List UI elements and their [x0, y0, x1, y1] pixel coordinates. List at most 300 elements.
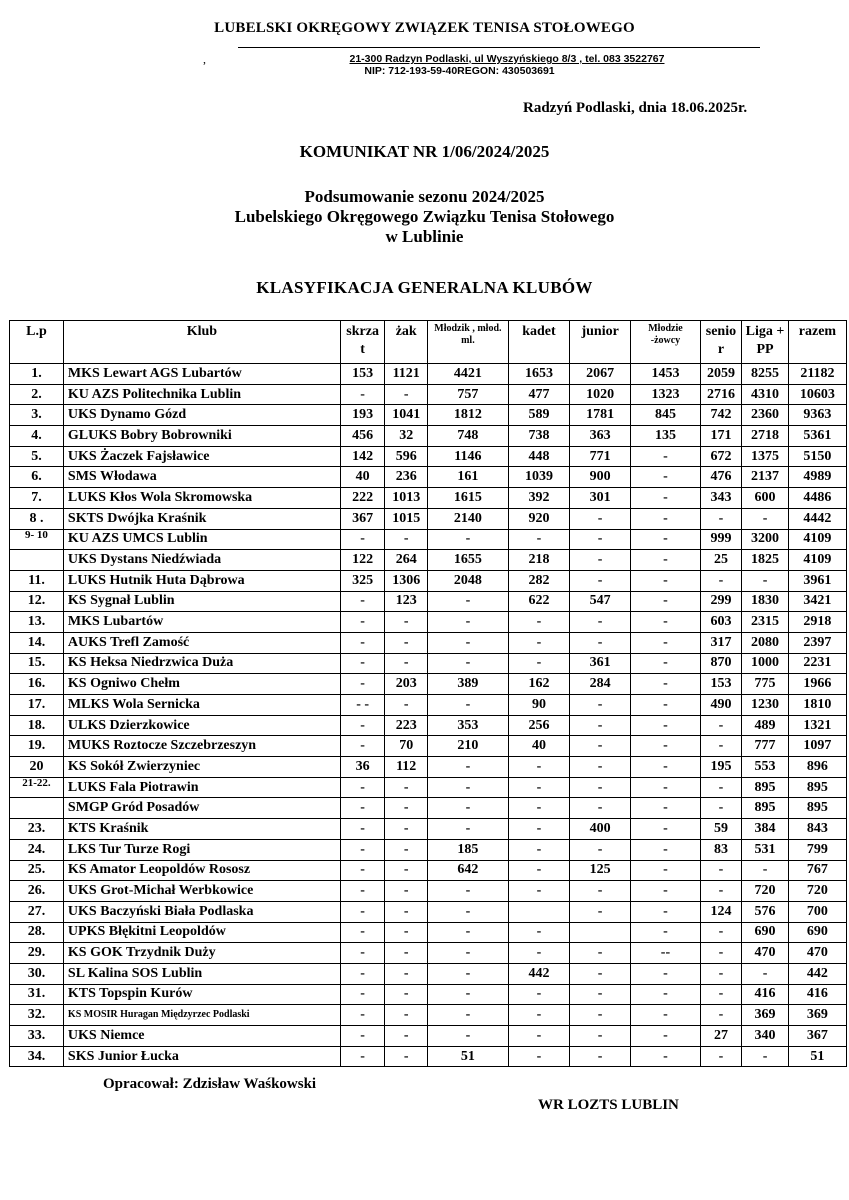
cell-liga-pp: 531	[742, 839, 789, 860]
cell-lp: 2.	[10, 384, 64, 405]
cell-zak: -	[385, 881, 428, 902]
cell-kadet: -	[508, 1026, 569, 1047]
cell-liga-pp: 1375	[742, 446, 789, 467]
cell-liga-pp: 777	[742, 736, 789, 757]
cell-zak: -	[385, 943, 428, 964]
table-row	[10, 405, 847, 426]
cell-zak: -	[385, 819, 428, 840]
cell-senior: 299	[700, 591, 741, 612]
cell-razem: 895	[788, 798, 846, 819]
cell-mlodzik: 161	[427, 467, 508, 488]
cell-junior: -	[570, 715, 631, 736]
cell-zak: -	[385, 612, 428, 633]
cell-mlodziezowcy: -	[631, 736, 700, 757]
cell-junior: -	[570, 901, 631, 922]
cell-junior: -	[570, 943, 631, 964]
cell-zak: -	[385, 632, 428, 653]
cell-senior: -	[700, 943, 741, 964]
cell-mlodziezowcy: -	[631, 819, 700, 840]
cell-zak: -	[385, 1005, 428, 1026]
cell-skrzat: -	[340, 984, 385, 1005]
cell-liga-pp: 576	[742, 901, 789, 922]
cell-liga-pp: 1230	[742, 695, 789, 716]
cell-razem: 1321	[788, 715, 846, 736]
cell-razem: 5361	[788, 426, 846, 447]
table-row	[10, 1005, 847, 1026]
cell-mlodzik: -	[427, 632, 508, 653]
header-rule	[238, 47, 760, 48]
cell-mlodzik: 2140	[427, 508, 508, 529]
cell-club: UKS Dystans Niedźwiada	[63, 550, 340, 571]
cell-lp: 11.	[10, 570, 64, 591]
cell-senior: -	[700, 922, 741, 943]
cell-zak: -	[385, 1046, 428, 1067]
cell-skrzat: - -	[340, 695, 385, 716]
cell-mlodziezowcy: -	[631, 446, 700, 467]
table-row	[10, 1026, 847, 1047]
cell-club: KS MOSIR Huragan Międzyrzec Podlaski	[63, 1005, 340, 1026]
cell-mlodziezowcy: 845	[631, 405, 700, 426]
cell-mlodziezowcy: -	[631, 632, 700, 653]
cell-liga-pp: -	[742, 1046, 789, 1067]
cell-lp: 3.	[10, 405, 64, 426]
cell-mlodzik: -	[427, 798, 508, 819]
cell-kadet: -	[508, 819, 569, 840]
cell-mlodzik: 353	[427, 715, 508, 736]
cell-club: LUKS Kłos Wola Skromowska	[63, 488, 340, 509]
cell-razem: 9363	[788, 405, 846, 426]
cell-liga-pp: 416	[742, 984, 789, 1005]
cell-zak: -	[385, 922, 428, 943]
cell-junior: -	[570, 550, 631, 571]
cell-club: SMS Włodawa	[63, 467, 340, 488]
header-senior: senio r	[700, 321, 741, 364]
cell-lp: 5.	[10, 446, 64, 467]
header-kadet: kadet	[508, 321, 569, 364]
cell-mlodziezowcy: -	[631, 695, 700, 716]
cell-razem: 2918	[788, 612, 846, 633]
cell-lp: 28.	[10, 922, 64, 943]
cell-mlodzik: -	[427, 653, 508, 674]
cell-club: KS Amator Leopoldów Rososz	[63, 860, 340, 881]
cell-kadet	[508, 901, 569, 922]
cell-skrzat: 193	[340, 405, 385, 426]
cell-kadet: 448	[508, 446, 569, 467]
cell-kadet: -	[508, 922, 569, 943]
table-row	[10, 1046, 847, 1067]
cell-mlodziezowcy: 1323	[631, 384, 700, 405]
cell-razem: 3961	[788, 570, 846, 591]
table-row	[10, 695, 847, 716]
cell-lp: 7.	[10, 488, 64, 509]
document-date: Radzyń Podlaski, dnia 18.06.2025r.	[523, 100, 748, 116]
cell-razem: 690	[788, 922, 846, 943]
cell-mlodzik: 1615	[427, 488, 508, 509]
cell-zak: 236	[385, 467, 428, 488]
cell-mlodzik: 210	[427, 736, 508, 757]
cell-lp: 17.	[10, 695, 64, 716]
cell-liga-pp: 690	[742, 922, 789, 943]
cell-mlodziezowcy: -	[631, 901, 700, 922]
header-skrzat: skrza t	[340, 321, 385, 364]
cell-lp: 18.	[10, 715, 64, 736]
header-liga-pp: Liga + PP	[742, 321, 789, 364]
cell-liga-pp: 1825	[742, 550, 789, 571]
cell-mlodzik: -	[427, 901, 508, 922]
cell-mlodzik: 2048	[427, 570, 508, 591]
cell-club: KS Sokół Zwierzyniec	[63, 757, 340, 778]
cell-mlodziezowcy: 135	[631, 426, 700, 447]
cell-liga-pp: 340	[742, 1026, 789, 1047]
table-row	[10, 943, 847, 964]
cell-junior: -	[570, 963, 631, 984]
cell-zak: 123	[385, 591, 428, 612]
cell-razem: 2397	[788, 632, 846, 653]
cell-mlodzik: -	[427, 943, 508, 964]
cell-junior: 900	[570, 467, 631, 488]
cell-senior: 195	[700, 757, 741, 778]
cell-skrzat: -	[340, 1005, 385, 1026]
cell-senior: -	[700, 1046, 741, 1067]
cell-skrzat: -	[340, 529, 385, 550]
cell-mlodzik: -	[427, 984, 508, 1005]
cell-club: UKS Niemce	[63, 1026, 340, 1047]
cell-senior: 603	[700, 612, 741, 633]
cell-mlodziezowcy: -	[631, 570, 700, 591]
cell-razem: 4442	[788, 508, 846, 529]
cell-liga-pp: -	[742, 570, 789, 591]
cell-skrzat: -	[340, 612, 385, 633]
cell-razem: 369	[788, 1005, 846, 1026]
cell-skrzat: -	[340, 839, 385, 860]
table-body	[10, 364, 847, 1067]
cell-zak: 1015	[385, 508, 428, 529]
cell-mlodzik: 757	[427, 384, 508, 405]
cell-lp: 16.	[10, 674, 64, 695]
table-row	[10, 612, 847, 633]
cell-mlodzik: 1655	[427, 550, 508, 571]
cell-zak: 32	[385, 426, 428, 447]
cell-mlodziezowcy: -	[631, 798, 700, 819]
cell-lp: 32.	[10, 1005, 64, 1026]
cell-mlodziezowcy: -	[631, 715, 700, 736]
cell-club: KS GOK Trzydnik Duży	[63, 943, 340, 964]
cell-senior: 476	[700, 467, 741, 488]
cell-kadet: 1039	[508, 467, 569, 488]
cell-mlodzik: 748	[427, 426, 508, 447]
cell-razem: 367	[788, 1026, 846, 1047]
cell-lp: 12.	[10, 591, 64, 612]
cell-senior: 742	[700, 405, 741, 426]
cell-junior: 400	[570, 819, 631, 840]
table-row	[10, 963, 847, 984]
cell-kadet: 282	[508, 570, 569, 591]
cell-zak: 112	[385, 757, 428, 778]
cell-senior: -	[700, 570, 741, 591]
cell-skrzat: -	[340, 384, 385, 405]
cell-club: MLKS Wola Sernicka	[63, 695, 340, 716]
cell-mlodzik: -	[427, 529, 508, 550]
header-club: Klub	[63, 321, 340, 364]
cell-razem: 799	[788, 839, 846, 860]
cell-razem: 720	[788, 881, 846, 902]
cell-mlodziezowcy: -	[631, 653, 700, 674]
cell-senior: 171	[700, 426, 741, 447]
cell-club: GLUKS Bobry Bobrowniki	[63, 426, 340, 447]
cell-mlodzik: 1812	[427, 405, 508, 426]
cell-lp: 9- 10	[10, 529, 64, 550]
cell-junior: -	[570, 570, 631, 591]
table-row	[10, 881, 847, 902]
cell-zak: -	[385, 695, 428, 716]
cell-zak: -	[385, 839, 428, 860]
cell-lp: 23.	[10, 819, 64, 840]
cell-skrzat: 456	[340, 426, 385, 447]
cell-liga-pp: 1000	[742, 653, 789, 674]
cell-skrzat: 367	[340, 508, 385, 529]
summary-line-3: w Lublinie	[385, 227, 464, 246]
cell-skrzat: 153	[340, 364, 385, 385]
cell-zak: -	[385, 860, 428, 881]
cell-zak: -	[385, 777, 428, 798]
cell-junior: 363	[570, 426, 631, 447]
cell-junior: -	[570, 984, 631, 1005]
prepared-by: Opracował: Zdzisław Waśkowski	[103, 1076, 317, 1092]
cell-senior: 153	[700, 674, 741, 695]
table-row	[10, 674, 847, 695]
cell-senior: 2716	[700, 384, 741, 405]
table-row	[10, 384, 847, 405]
table-row	[10, 798, 847, 819]
cell-razem: 1810	[788, 695, 846, 716]
cell-senior: 124	[700, 901, 741, 922]
header-mlodziezowcy: Młodzie -żowcy	[631, 321, 700, 364]
cell-kadet: -	[508, 839, 569, 860]
cell-junior: 125	[570, 860, 631, 881]
cell-razem: 416	[788, 984, 846, 1005]
cell-zak: -	[385, 1026, 428, 1047]
cell-club: UKS Baczyński Biała Podlaska	[63, 901, 340, 922]
table-row	[10, 901, 847, 922]
table-row	[10, 922, 847, 943]
cell-mlodziezowcy: -	[631, 839, 700, 860]
cell-liga-pp: 384	[742, 819, 789, 840]
cell-liga-pp: 600	[742, 488, 789, 509]
cell-club: AUKS Trefl Zamość	[63, 632, 340, 653]
cell-mlodziezowcy: -	[631, 529, 700, 550]
cell-kadet: -	[508, 881, 569, 902]
cell-junior: -	[570, 612, 631, 633]
cell-razem: 4989	[788, 467, 846, 488]
cell-junior: -	[570, 508, 631, 529]
cell-skrzat: -	[340, 963, 385, 984]
cell-zak: 70	[385, 736, 428, 757]
cell-club: ULKS Dzierzkowice	[63, 715, 340, 736]
cell-kadet: 256	[508, 715, 569, 736]
cell-razem: 5150	[788, 446, 846, 467]
cell-junior: -	[570, 1046, 631, 1067]
cell-zak: 1041	[385, 405, 428, 426]
table-row	[10, 632, 847, 653]
cell-junior: 1781	[570, 405, 631, 426]
table-row	[10, 508, 847, 529]
cell-senior: -	[700, 508, 741, 529]
cell-club: KTS Kraśnik	[63, 819, 340, 840]
cell-lp: 15.	[10, 653, 64, 674]
cell-mlodziezowcy: -	[631, 1005, 700, 1026]
cell-skrzat: -	[340, 632, 385, 653]
cell-club: KS Heksa Niedrzwica Duża	[63, 653, 340, 674]
cell-club: MUKS Roztocze Szczebrzeszyn	[63, 736, 340, 757]
classification-heading: KLASYFIKACJA GENERALNA KLUBÓW	[256, 278, 593, 297]
cell-razem: 4486	[788, 488, 846, 509]
cell-razem: 843	[788, 819, 846, 840]
cell-mlodziezowcy: --	[631, 943, 700, 964]
cell-lp: 20	[10, 757, 64, 778]
cell-lp: 8 .	[10, 508, 64, 529]
cell-zak: -	[385, 963, 428, 984]
cell-kadet: -	[508, 1046, 569, 1067]
cell-skrzat: -	[340, 922, 385, 943]
cell-liga-pp: 4310	[742, 384, 789, 405]
header-zak: żak	[385, 321, 428, 364]
cell-liga-pp: 2315	[742, 612, 789, 633]
cell-liga-pp: 2080	[742, 632, 789, 653]
cell-skrzat: -	[340, 798, 385, 819]
cell-razem: 51	[788, 1046, 846, 1067]
cell-senior: 317	[700, 632, 741, 653]
cell-mlodziezowcy: -	[631, 757, 700, 778]
cell-senior: 343	[700, 488, 741, 509]
cell-senior: -	[700, 777, 741, 798]
table-row	[10, 570, 847, 591]
signature: WR LOZTS LUBLIN	[538, 1097, 679, 1113]
cell-mlodziezowcy: -	[631, 777, 700, 798]
cell-lp: 19.	[10, 736, 64, 757]
cell-zak: -	[385, 901, 428, 922]
cell-mlodzik: -	[427, 695, 508, 716]
cell-mlodziezowcy: -	[631, 674, 700, 695]
cell-senior: -	[700, 736, 741, 757]
header-razem: razem	[788, 321, 846, 364]
cell-zak: 1306	[385, 570, 428, 591]
cell-club: UKS Grot-Michał Werbkowice	[63, 881, 340, 902]
cell-lp: 34.	[10, 1046, 64, 1067]
cell-mlodzik: 642	[427, 860, 508, 881]
tax-ids-line: NIP: 712-193-59-40REGON: 430503691	[364, 65, 555, 77]
cell-senior: -	[700, 798, 741, 819]
table-row	[10, 550, 847, 571]
cell-kadet: -	[508, 860, 569, 881]
cell-liga-pp: 369	[742, 1005, 789, 1026]
cell-liga-pp: 3200	[742, 529, 789, 550]
table-row	[10, 839, 847, 860]
cell-zak: -	[385, 653, 428, 674]
cell-mlodziezowcy: -	[631, 860, 700, 881]
cell-junior: 301	[570, 488, 631, 509]
cell-razem: 21182	[788, 364, 846, 385]
cell-junior: -	[570, 632, 631, 653]
cell-junior: 284	[570, 674, 631, 695]
cell-liga-pp: 553	[742, 757, 789, 778]
cell-junior	[570, 922, 631, 943]
cell-lp: 26.	[10, 881, 64, 902]
cell-kadet: 477	[508, 384, 569, 405]
cell-senior: -	[700, 881, 741, 902]
cell-skrzat: -	[340, 901, 385, 922]
cell-senior: 672	[700, 446, 741, 467]
cell-razem: 895	[788, 777, 846, 798]
cell-mlodzik: 4421	[427, 364, 508, 385]
cell-lp: 21-22.	[10, 777, 64, 798]
cell-junior: 1020	[570, 384, 631, 405]
cell-kadet: 738	[508, 426, 569, 447]
summary-line-1: Podsumowanie sezonu 2024/2025	[304, 187, 545, 206]
organization-address	[0, 53, 849, 77]
cell-liga-pp: 489	[742, 715, 789, 736]
cell-junior: -	[570, 798, 631, 819]
cell-zak: -	[385, 529, 428, 550]
table-row	[10, 715, 847, 736]
cell-club: MKS Lewart AGS Lubartów	[63, 364, 340, 385]
cell-razem: 896	[788, 757, 846, 778]
cell-junior: 2067	[570, 364, 631, 385]
cell-senior: 490	[700, 695, 741, 716]
cell-mlodzik: -	[427, 1026, 508, 1047]
cell-liga-pp: 8255	[742, 364, 789, 385]
cell-skrzat: -	[340, 715, 385, 736]
cell-skrzat: -	[340, 674, 385, 695]
cell-kadet: -	[508, 984, 569, 1005]
cell-lp: 13.	[10, 612, 64, 633]
cell-skrzat: 40	[340, 467, 385, 488]
cell-liga-pp: 2137	[742, 467, 789, 488]
cell-mlodzik: -	[427, 963, 508, 984]
cell-razem: 1097	[788, 736, 846, 757]
cell-lp: 6.	[10, 467, 64, 488]
cell-mlodziezowcy: -	[631, 1026, 700, 1047]
cell-kadet: -	[508, 529, 569, 550]
cell-club: SL Kalina SOS Lublin	[63, 963, 340, 984]
cell-kadet: 442	[508, 963, 569, 984]
cell-skrzat: -	[340, 777, 385, 798]
cell-mlodzik: -	[427, 757, 508, 778]
cell-liga-pp: 720	[742, 881, 789, 902]
cell-mlodzik: 1146	[427, 446, 508, 467]
cell-razem: 1966	[788, 674, 846, 695]
cell-kadet: 162	[508, 674, 569, 695]
cell-kadet: 40	[508, 736, 569, 757]
cell-liga-pp: 1830	[742, 591, 789, 612]
cell-kadet: 392	[508, 488, 569, 509]
cell-mlodzik: 51	[427, 1046, 508, 1067]
header-mlodzik: Młodzik , młod. ml.	[427, 321, 508, 364]
table-row	[10, 777, 847, 798]
cell-mlodziezowcy: -	[631, 488, 700, 509]
cell-club: MKS Lubartów	[63, 612, 340, 633]
cell-club: KS Ogniwo Chełm	[63, 674, 340, 695]
cell-junior: -	[570, 777, 631, 798]
cell-razem: 700	[788, 901, 846, 922]
cell-lp: 14.	[10, 632, 64, 653]
table-row	[10, 529, 847, 550]
cell-zak: 203	[385, 674, 428, 695]
cell-senior: -	[700, 715, 741, 736]
cell-kadet: -	[508, 1005, 569, 1026]
cell-mlodziezowcy: 1453	[631, 364, 700, 385]
table-header-row	[10, 321, 847, 364]
cell-senior: -	[700, 1005, 741, 1026]
